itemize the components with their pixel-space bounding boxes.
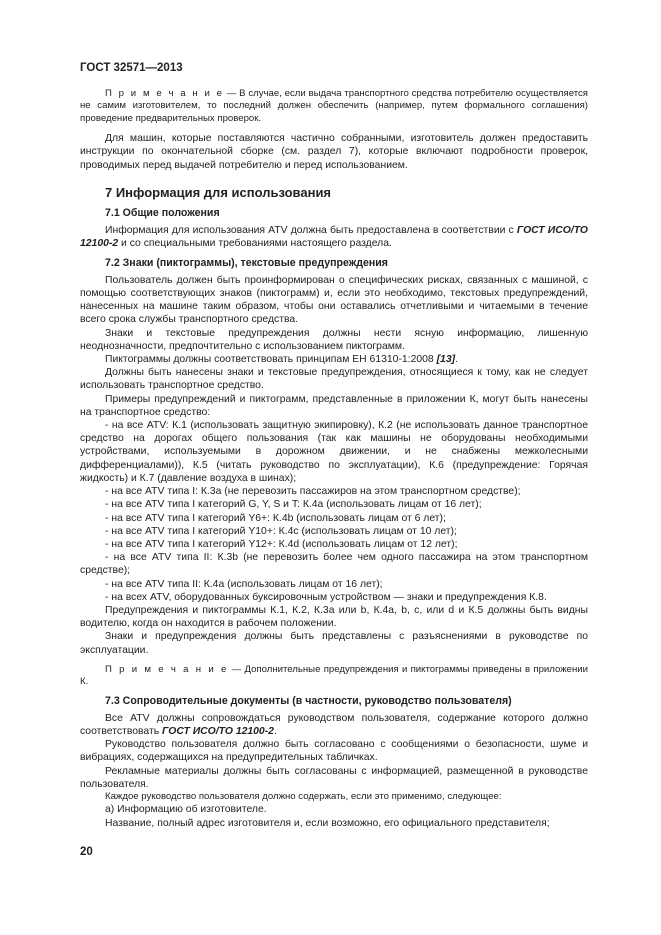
note-1 (80, 88, 588, 125)
list-item: - на всех ATV, оборудованных буксировочным устройством — знаки и предупреждения К.8. (105, 591, 547, 603)
list-item: - на все ATV типа I категорий Y10+: К.4с (использовать лицам от 10 лет); (105, 525, 457, 537)
section-7-2-title: 7.2 Знаки (пиктограммы), текстовые предупреждения (105, 256, 388, 269)
paragraph: Название, полный адрес изготовителя и, если возможно, его официального представителя; (105, 817, 550, 829)
list-item: - на все ATV типа I категорий Y6+: К.4b (использовать лицам от 6 лет); (105, 512, 446, 524)
list-item: - на все ATV типа II: К.4а (использовать лицам от 16 лет); (105, 578, 383, 590)
note-label: П р и м е ч а н и е (105, 663, 229, 675)
list-item: - на все ATV типа I: К.3а (не перевозить пассажиров на этом транспортном средстве); (105, 486, 521, 498)
list-item: - на все ATV типа I категорий Y12+: К.4d (использовать лицам от 12 лет); (105, 538, 458, 550)
document-header: ГОСТ 32571—2013 (80, 62, 183, 74)
standard-reference: ГОСТ ИСО/ТО 12100-2 (80, 225, 588, 250)
paragraph: Пиктограммы должны соответствовать принципам ЕН 61310-1:2008 [13]. (105, 354, 458, 366)
list-item: - на все ATV: К.1 (использовать защитную экипировку), К.2 (не использовать данное транспортное средство на дорогах общего пользования (так как машины не оборудованы необходимыми устройствами, используемыми в дорожном движении, и не снабжены межколесными дифференциалами)), К.5 (читать руководство по эксплуатации), К.6 (предупреждение: Горячая жидкость) и К.7 (давление воздуха в шинах); (80, 420, 588, 484)
note-text: — В случае, если выдача транспортного средства потребителю осуществляется не самим изготовителем, то последний должен обеспечить (например, путем формального соглашения) проведение предварительных проверок. (80, 88, 589, 124)
note-label: П р и м е ч а н и е (105, 88, 224, 99)
paragraph: Должны быть нанесены знаки и текстовые предупреждения, относящиеся к тому, как не следует использовать транспортное средство. (80, 367, 588, 392)
paragraph: Знаки и предупреждения должны быть представлены с разъяснениями в руководстве по эксплуатации. (80, 631, 588, 656)
paragraph: Все ATV должны сопровождаться руководством пользователя, содержание которого должно соответствовать ГОСТ ИСО/ТО 12100-2. (80, 712, 588, 737)
paragraph: Примеры предупреждений и пиктограмм, представленные в приложении К, могут быть нанесены на транспортное средство: (80, 393, 588, 418)
section-7-1-title: 7.1 Общие положения (105, 207, 220, 220)
paragraph: Каждое руководство пользователя должно содержать, если это применимо, следующее: (105, 790, 502, 802)
paragraph: Пользователь должен быть проинформирован о специфических рисках, связанных с машиной, с помощью соответствующих знаков (пиктограмм) и, если это необходимо, текстовых предупреждений, нанесенных на машине таким образом, чтобы они оставались отчетливыми и читаемыми в течение всего срока службы транспортного средства. (80, 274, 588, 326)
standard-reference: ГОСТ ИСО/ТО 12100-2 (162, 725, 274, 737)
list-item: - на все ATV типа I категорий G, Y, S и T: К.4а (использовать лицам от 16 лет); (105, 499, 482, 511)
paragraph: Знаки и текстовые предупреждения должны нести ясную информацию, лишенную неоднозначности, предпочтительно с использованием пиктограмм. (80, 327, 588, 352)
section-7-title: 7 Информация для использования (105, 184, 332, 200)
section-7-3-title: 7.3 Сопроводительные документы (в частности, руководство пользователя) (105, 694, 512, 707)
paragraph: Рекламные материалы должны быть согласованы с информацией, размещенной в руководстве пользователя. (80, 765, 588, 790)
paragraph: Руководство пользователя должно быть согласовано с сообщениями о безопасности, шуме и вибрациях, содержащихся на предупредительных табличках. (80, 739, 588, 764)
note-2 (80, 664, 588, 689)
note-text: — Дополнительные предупреждения и пиктограммы приведены в приложении К. (80, 663, 588, 688)
paragraph: Предупреждения и пиктограммы К.1, К.2, К.3а или b, К.4а, b, с, или d и К.5 должны быть видны водителю, когда он находится в рабочем положении. (80, 604, 588, 630)
document-body (80, 88, 588, 830)
page-number: 20 (80, 846, 93, 858)
paragraph: а) Информацию об изготовителе. (105, 804, 267, 816)
citation: [13] (436, 354, 456, 366)
paragraph: Информация для использования ATV должна быть предоставлена в соответствии с ГОСТ ИСО/ТО 12100-2 и со специальными требованиями настоящего раздела. (80, 225, 588, 250)
paragraph: Для машин, которые поставляются частично собранными, изготовитель должен предоставить инструкции по окончательной сборке (см. раздел 7), которые включают подробности проверок, проводимых перед выдачей потребителю и перед использованием. (80, 133, 588, 171)
list-item: - на все ATV типа II: К.3b (не перевозить более чем одного пассажира на этом транспортном средстве); (80, 552, 588, 577)
